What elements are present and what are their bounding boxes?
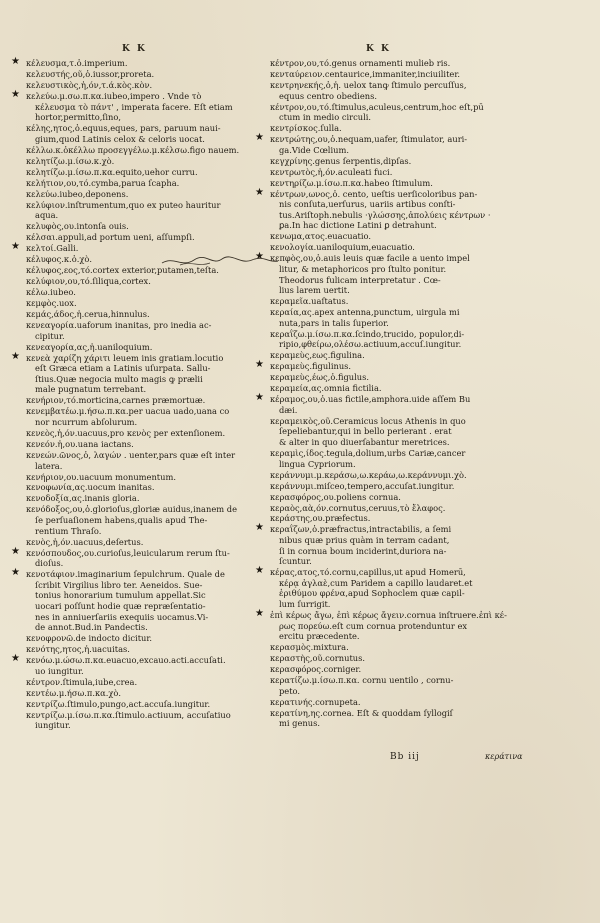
dictionary-entry: [270, 697, 535, 708]
entry-continuation-line: iungitur.: [35, 720, 71, 731]
dictionary-entry: [270, 350, 535, 361]
entry-line: κενεαγορία.uaforum inanitas, pro inedia ac-: [26, 320, 212, 331]
entry-line: κεντηρίζω.μ.ίσω.π.κα.habeo ſtimulum.: [270, 177, 433, 188]
dictionary-entry: [11, 350, 276, 395]
entry-continuation-line: ꝑa.In hac dictione Latini ꝑ detrahunt.: [279, 220, 437, 231]
entry-line: κέντρον.ſtimula,iube,crea.: [26, 676, 138, 687]
entry-line: κερασμὸς.mixtura.: [270, 642, 349, 653]
dictionary-entry: [255, 359, 535, 372]
dictionary-entry: [270, 178, 535, 189]
entry-line: κερατίζω.μ.ίσω.π.κα. cornu uentilo , cornu-: [270, 675, 454, 686]
dictionary-entry: [26, 428, 276, 439]
entry-continuation-line: nis conſuta,uerſurus, uariis artibus conſti-: [279, 199, 456, 210]
entry-continuation-line: aqua.: [35, 210, 59, 221]
entry-line: κέντρον,ου,τό.ſtimulus,aculeus,centrum,hoc eſt,pū: [270, 101, 484, 112]
entry-line: κενοδοξία,ας.inanis gloria.: [26, 493, 140, 504]
dictionary-entry: [26, 537, 276, 548]
entry-continuation-line: latera.: [35, 460, 63, 471]
dictionary-entry: [26, 298, 276, 309]
dictionary-entry: [26, 633, 276, 644]
marginal-star-icon: ★: [11, 653, 20, 665]
catchword: κεράτινα: [485, 752, 523, 761]
entry-continuation-line: mi genus.: [279, 718, 320, 729]
dictionary-entry: [270, 503, 535, 514]
dictionary-entry: [270, 329, 535, 350]
dictionary-entry: [26, 688, 276, 699]
entry-line: κεραΐζω.μ.ίσω.π.κα.ſcindo,trucido, populor,di-: [270, 328, 465, 339]
entry-continuation-line: lius larem uertit.: [279, 285, 350, 296]
dictionary-entry: [270, 448, 535, 469]
entry-line: κέντρων,ωνος,ὁ. cento, ueſtis uerſicoloribus pan-: [270, 188, 478, 199]
entry-continuation-line: nuta,pars in talis ſuperior.: [279, 317, 389, 328]
dictionary-entry: [270, 513, 535, 524]
marginal-star-icon: ★: [255, 565, 264, 577]
entry-continuation-line: dæi.: [279, 404, 298, 415]
dictionary-entry: [11, 241, 276, 254]
dictionary-entry: [26, 251, 276, 265]
entry-continuation-line: nor ncurrum abſolurum.: [35, 416, 138, 427]
dictionary-entry: [255, 522, 535, 567]
entry-line: κενοτάφιον.imaginarium ſepulchrum. Quale de: [26, 569, 225, 580]
entry-line: κενεών.ῶνος,ὁ, λαγών . uenter,pars quæ eſt inter: [26, 449, 236, 460]
entry-continuation-line: ſcribit Virgilius libro ter. Aeneidos. Sue-: [35, 579, 203, 590]
entry-continuation-line: ſcuntur.: [279, 556, 312, 567]
marginal-star-icon: ★: [255, 132, 264, 144]
dictionary-entry: [270, 102, 535, 123]
entry-line: κέντρον,ου,τό.genus ornamenti mulieb ris.: [270, 58, 451, 68]
entry-line: κεραμεὺς,έως,ὁ.figulus.: [270, 372, 370, 383]
dictionary-entry: [255, 251, 535, 296]
running-head-left: K K: [122, 44, 147, 54]
entry-continuation-line: uocari poſſunt hodie quæ repræſentatio-: [35, 600, 206, 611]
entry-line: κενοφρονῶ.de indocto dicitur.: [26, 633, 153, 644]
entry-line: κεράννυμι.μ.κεράσω,ω.κεράω,ω.κεράννυμι.χὸ.: [270, 469, 467, 480]
entry-line: κερατίνη,ης.cornea. Eſt & quoddam ſyllogiſ: [270, 707, 453, 718]
dictionary-entry: [26, 320, 276, 341]
entry-line: κενόδοξος,ου,ὁ.glorioſus,gloriæ auidus,inanem de: [26, 504, 237, 515]
entry-line: κέλω.iubeo.: [26, 287, 76, 298]
entry-line: κενεαγορία,ας,ἡ.uaniloquium.: [26, 341, 153, 352]
entry-continuation-line: lingua Cypriorum.: [279, 458, 356, 469]
entry-line: κερατινής.cornupeta.: [270, 696, 361, 707]
entry-line: κεράστης,ου.præfectus.: [270, 513, 371, 524]
right-column: [255, 58, 535, 729]
entry-line: κέλευσμα,τ.ὁ.imperium.: [26, 58, 128, 68]
dictionary-entry: [26, 123, 276, 144]
marginal-star-icon: ★: [11, 545, 20, 557]
entry-line: κέρας,ατος,τό.cornu,capillus,ut apud Homerū,: [270, 567, 466, 578]
entry-line: κερασφόρος,ου.poliens cornua.: [270, 491, 401, 502]
entry-line: κεμφὸς.uox.: [26, 298, 77, 309]
entry-line: κελύφιον.inſtrumentum,quo ex puteo hauritur: [26, 199, 221, 210]
entry-line: κενταύρειον.centaurice,immaniter,inciuiliter.: [270, 68, 461, 79]
dictionary-entry: [26, 439, 276, 450]
entry-continuation-line: tus.Ariſtoph.nebulis ·γλώσσης,ἀπολύεις κέντρων ·: [279, 209, 491, 220]
entry-continuation-line: peto.: [279, 685, 301, 696]
dictionary-entry: [26, 699, 276, 710]
marginal-star-icon: ★: [255, 186, 264, 198]
entry-line: κεραμεῖα.uaſtatus.: [270, 296, 349, 307]
entry-continuation-line: de annot.Bud.in Pandectis.: [35, 622, 148, 633]
entry-line: κενότης,ητος,ἡ.uacuitas.: [26, 644, 130, 655]
entry-line: κενολογία.uaniloquium,euacuatio.: [270, 242, 415, 253]
dictionary-entry: [26, 232, 276, 243]
dictionary-entry: [26, 342, 276, 353]
entry-continuation-line: uo iungitur.: [35, 665, 84, 676]
entry-continuation-line: κέλευσμα τὸ πάντ' , imperata facere. Eſt etiam: [35, 101, 233, 112]
entry-continuation-line: Theodorus fulicam interpretatur . Cœ-: [279, 274, 441, 285]
entry-line: κενήριον,τό.mortiсina,carnes præmortuæ.: [26, 395, 206, 406]
entry-line: κελεύω.μ.σω.π.κα.iubeo,impero . Vnde τὸ: [26, 90, 202, 101]
dictionary-entry: [11, 567, 276, 633]
entry-continuation-line: gium,quod Latinis celox & celoris uocat.: [35, 133, 205, 144]
dictionary-entry: [270, 664, 535, 675]
dictionary-entry: [26, 482, 276, 493]
entry-continuation-line: ripio,φθείρω,ολέσω.actiuum,accuſ.iungitur.: [279, 339, 462, 350]
entry-line: κελυφὸς,ου.intonſa ouis.: [26, 221, 129, 232]
entry-line: κέραμος,ου,ὁ.uas fictile,amphora.uide aſſem Bu: [270, 394, 471, 405]
entry-line: κεντρίζω.ſtimulo,pungo,act.accuſa.iungitur.: [26, 698, 211, 709]
dictionary-entry: [270, 296, 535, 307]
entry-line: κεντέω.μ.ήσω.π.κα.χὸ.: [26, 687, 122, 698]
entry-continuation-line: cipitur.: [35, 330, 65, 341]
marginal-star-icon: ★: [11, 241, 20, 253]
entry-line: κενόω.μ.ώσω.π.κα.euacuo,excauo.acti.accuſati.: [26, 655, 226, 666]
entry-line: κεντρίσκος.ſulla.: [270, 123, 342, 134]
marginal-star-icon: ★: [11, 350, 20, 362]
entry-continuation-line: ἐριθύμου φρένα,apud Sophoclem quæ capil-: [279, 588, 465, 599]
entry-line: κέλλω.κ.ὀκέλλω προσεγγέλω.μ.κέλσω.figo nauem.: [26, 144, 240, 155]
dictionary-entry: [270, 242, 535, 253]
entry-line: κελευστικὸς,ἡ,όν,τ.ά.κὸς.κὸν.: [26, 79, 153, 90]
dictionary-entry: [26, 644, 276, 655]
entry-continuation-line: litur, & metaphoricos pro ſtulto ponitur.: [279, 263, 447, 274]
dictionary-entry: [270, 708, 535, 729]
entry-line: κεράννυμι.miſceo,tempero,accuſat.iungitur.: [270, 480, 455, 491]
dictionary-entry: [255, 186, 535, 231]
marginal-star-icon: ★: [255, 251, 264, 263]
dictionary-entry: [270, 383, 535, 394]
entry-continuation-line: ſi in cornua boum inciderint,duriora na-: [279, 545, 447, 556]
dictionary-entry: [26, 276, 276, 287]
entry-line: κέλυφος.κ.ὁ.χὸ.: [26, 254, 92, 265]
dictionary-entry: [255, 132, 535, 155]
dictionary-entry: [270, 80, 535, 101]
dictionary-entry: [270, 231, 535, 242]
entry-line: κεραμεικὸς,οῦ.Ceramicus locus Athenis in quo: [270, 415, 466, 426]
dictionary-entry: [26, 406, 276, 427]
entry-continuation-line: lum ſurrigit.: [279, 599, 331, 610]
dictionary-entry: [26, 80, 276, 91]
entry-line: κελητίζω.μ.ίσω.π.κα.equito,uehor curru.: [26, 166, 198, 177]
entry-line: κεντρηνεκής,ὁ,ἡ. uelox tanꝙ ſtimulo percuſſus,: [270, 79, 467, 90]
dictionary-entry: [26, 265, 276, 276]
entry-line: κενήριον,ου.uacuum monumentum.: [26, 471, 176, 482]
running-head-right: K K: [366, 44, 391, 54]
entry-line: κενωμα,ατος.euacuatio.: [270, 231, 372, 242]
entry-continuation-line: ercitu præcedente.: [279, 631, 360, 642]
dictionary-entry: [270, 481, 535, 492]
entry-line: κεπφὸς,ου,ὁ.auis leuis quæ facile a uento impel: [270, 253, 470, 264]
entry-line: κεντρώτης,ου,ὁ.nequam,uafer, ſtimulator, auri-: [270, 134, 468, 145]
entry-line: κενοφωνία,ας.uocum inanitas.: [26, 482, 155, 493]
dictionary-entry: [270, 58, 535, 69]
entry-line: κεραμεία,ας.omnia fictilia.: [270, 383, 382, 394]
dictionary-entry: [270, 492, 535, 503]
entry-continuation-line: eſt Græca etiam a Latinis uſurpata. Sallu-: [35, 363, 211, 374]
marginal-star-icon: ★: [255, 522, 264, 534]
marginal-star-icon: ★: [11, 567, 20, 579]
dictionary-entry: [270, 470, 535, 481]
dictionary-entry: [26, 677, 276, 688]
entry-continuation-line: ſtius.Quæ negocia multo magis ꝙ prælii: [35, 373, 203, 384]
entry-line: κελητίζω.μ.ίσω.κ.χὸ.: [26, 155, 115, 166]
entry-continuation-line: ſepeliebantur,qui in bello perierant . erat: [279, 426, 452, 437]
left-column: [11, 56, 276, 731]
dictionary-entry: [255, 608, 535, 642]
dictionary-entry: [26, 69, 276, 80]
dictionary-entry: [270, 653, 535, 664]
dictionary-entry: [270, 675, 535, 696]
entry-line: κελήτιον,ου,τό.cymba,parua ſcapha.: [26, 177, 180, 188]
entry-line: κεγχρίνης.genus ſerpentis,dipſas.: [270, 155, 412, 166]
entry-line: κενεόν.ἡ,ου.uana iactans.: [26, 438, 134, 449]
dictionary-entry: [26, 309, 276, 320]
entry-line: κέλης,ητος,ὁ.equus,eques, pars, paruum naui-: [26, 123, 221, 134]
entry-continuation-line: ga.Vide Cœlium.: [279, 144, 349, 155]
dictionary-entry: [270, 69, 535, 80]
dictionary-entry: [270, 156, 535, 167]
signature-mark: Bb iij: [390, 752, 420, 762]
dictionary-entry: [270, 642, 535, 653]
entry-line: κελύφιον,ου,τό.ſiliqua,cortex.: [26, 276, 151, 287]
entry-continuation-line: ſe perſuaſionem habens,qualis apud The-: [35, 515, 208, 526]
entry-continuation-line: & alter in quo diuerſabantur meretrices.: [279, 436, 450, 447]
entry-line: κεντρωτὸς,ἡ,όν.aculeati fuci.: [270, 166, 393, 177]
dictionary-entry: [270, 372, 535, 383]
entry-line: κενεμβατέω.μ.ήσω.π.κα.per uacua uado,uana co: [26, 406, 230, 417]
marginal-star-icon: ★: [255, 608, 264, 619]
entry-line: κεραμὶς,ίδος.tegula,dolium,urbs Cariæ,cancer: [270, 447, 466, 458]
marginal-star-icon: ★: [11, 88, 20, 100]
dictionary-entry: [270, 307, 535, 328]
marginal-star-icon: ★: [255, 392, 264, 404]
dictionary-entry: [26, 145, 276, 156]
marginal-star-icon: ★: [255, 359, 264, 371]
entry-continuation-line: κέρᾳ ἀγλαὲ,cum Paridem a capillo laudaret.et: [279, 577, 473, 588]
dictionary-entry: [26, 450, 276, 471]
entry-line: κεραΐζων,ὁ.præfractus,intractabilis, a ſemi: [270, 524, 452, 535]
dictionary-entry: [255, 565, 535, 610]
entry-line: κεραὸς,αὰ,όν.cornutus,ceruus,τὸ ἔλαφος.: [270, 502, 446, 513]
entry-continuation-line: rentium Thraſo.: [35, 525, 102, 536]
entry-line: κερασφόρος.corniger.: [270, 664, 362, 675]
dictionary-entry: [26, 287, 276, 298]
dictionary-entry: [26, 221, 276, 232]
entry-line: κεντρίζω.μ.ίσω.π.κα.ſtimulo.actiuum, accuſatiuo: [26, 709, 231, 720]
entry-line: κενὸς,ἡ,όν.uacuus,deſertus.: [26, 536, 144, 547]
dictionary-entry: [26, 178, 276, 189]
entry-line: κεραστὴς,οῦ.cornutus.: [270, 653, 366, 664]
entry-line: κέλυφος,εος,τό.cortex exterior,putamen,teſta.: [26, 265, 219, 276]
dictionary-entry: [11, 545, 276, 569]
dictionary-entry: [26, 186, 276, 200]
entry-line: κενεὰ χαρίζη χάριτι leuem inis gratiam.locutio: [26, 352, 224, 363]
dictionary-entry: [11, 88, 276, 123]
entry-line: ἐπὶ κέρως ἄγω, ἐπὶ κέρως ἄγειν.cornua inſtruere.ἐπὶ κέ-: [270, 610, 507, 620]
dictionary-entry: [26, 710, 276, 731]
entry-continuation-line: ρως πορεύω.eſt cum cornua protenduntur ex: [279, 620, 468, 631]
entry-line: κεραμεὺς,εως.figulina.: [270, 350, 365, 361]
entry-line: κέλσαι.appuli,ad portum ueni, aſſumpſi.: [26, 232, 195, 243]
entry-line: κενεὸς,ἡ,όν.uacuus,pro κενὸς per extenſionem.: [26, 427, 226, 438]
entry-line: κελτοί.Galli.: [26, 243, 79, 254]
dictionary-entry: [255, 392, 535, 415]
entry-continuation-line: equus centro obediens.: [279, 90, 377, 101]
marginal-star-icon: ★: [11, 56, 20, 67]
entry-continuation-line: tonius honorarium tumulum appellat.Sic: [35, 590, 206, 601]
entry-continuation-line: ctum in medio circuli.: [279, 112, 372, 123]
dictionary-entry: [270, 167, 535, 178]
dictionary-entry: [26, 156, 276, 167]
dictionary-entry: [26, 472, 276, 483]
dictionary-entry: [270, 123, 535, 134]
dictionary-entry: [26, 504, 276, 536]
entry-line: κελευστής,οῦ,ὁ.iussor,proreta.: [26, 68, 155, 79]
entry-line: κεραία,ας.apex antenna,punctum, uirgula mi: [270, 307, 460, 318]
dictionary-entry: [11, 653, 276, 676]
dictionary-entry: [26, 392, 276, 406]
entry-line: κελεύω.iubeo,deponens.: [26, 188, 129, 199]
dictionary-entry: [26, 493, 276, 504]
entry-continuation-line: nibus quæ prius quàm in terram cadant,: [279, 535, 450, 546]
entry-continuation-line: nes in anniuerſariis exequiis uocamus.Vi-: [35, 611, 209, 622]
dictionary-entry: [26, 167, 276, 178]
entry-continuation-line: male pugnatum terrebant.: [35, 384, 147, 395]
entry-line: κεμάς,άδος,ἡ.ceruа,hinnulus.: [26, 309, 150, 320]
entry-continuation-line: hortor,permitto,ſino,: [35, 112, 122, 123]
entry-line: κεραμεὺς.figulinus.: [270, 361, 352, 372]
dictionary-entry: [11, 56, 276, 69]
dictionary-entry: [26, 200, 276, 221]
dictionary-entry: [270, 416, 535, 448]
entry-line: κενόσπουδος,ου.curioſus,leuicularum rerum ſtu-: [26, 547, 230, 558]
entry-continuation-line: dioſus.: [35, 558, 64, 569]
